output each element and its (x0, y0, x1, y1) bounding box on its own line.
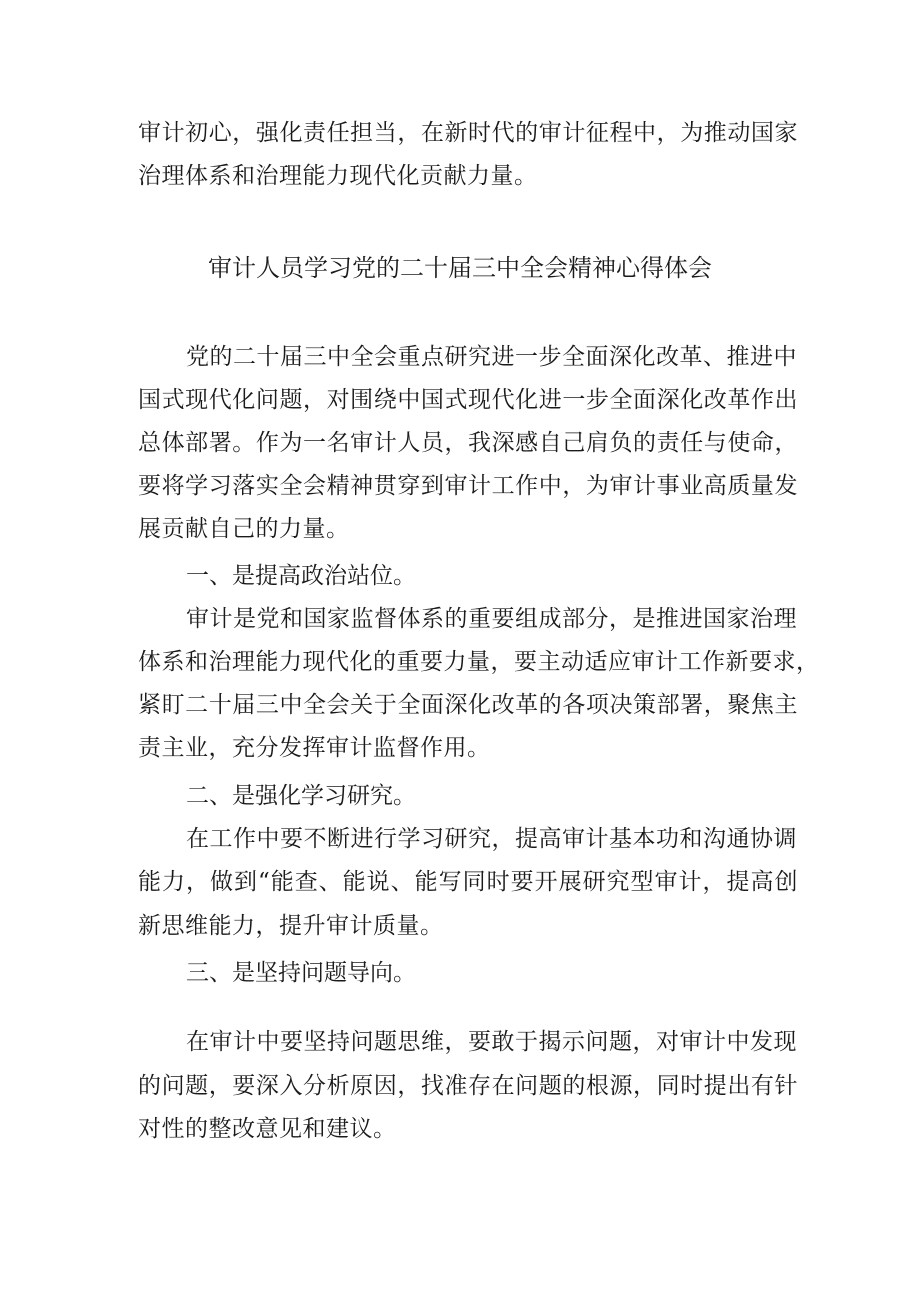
paragraph-line: 在工作中要不断进行学习研究，提高审计基本功和沟通协调 (186, 826, 797, 852)
paragraph-line: 紧盯二十届三中全会关于全面深化改革的各项决策部署，聚焦主 (138, 692, 798, 718)
paragraph-line: 新思维能力，提升审计质量。 (138, 913, 444, 939)
section-heading: 一、是提高政治站位。 (186, 563, 416, 589)
paragraph-line: 对性的整改意见和建议。 (138, 1116, 397, 1142)
paragraph-line: 审计是党和国家监督体系的重要组成部分，是推进国家治理 (186, 606, 797, 632)
paragraph-line: 能力，做到“能查、能说、能写同时要开展研究型审计，提高创 (138, 869, 798, 895)
paragraph-line: 在审计中要坚持问题思维，要敢于揭示问题，对审计中发现 (186, 1029, 797, 1055)
document-title: 审计人员学习党的二十届三中全会精神心得体会 (208, 254, 712, 282)
section-heading: 二、是强化学习研究。 (186, 783, 416, 809)
paragraph-line: 总体部署。作为一名审计人员，我深感自己肩负的责任与使命， (138, 430, 798, 456)
paragraph-line: 体系和治理能力现代化的重要力量，要主动适应审计工作新要求， (138, 649, 820, 675)
paragraph-line: 国式现代化问题，对围绕中国式现代化进一步全面深化改革作出 (138, 387, 798, 413)
paragraph-line: 展贡献自己的力量。 (138, 516, 350, 542)
paragraph-line: 的问题，要深入分析原因，找准存在问题的根源，同时提出有针 (138, 1073, 798, 1099)
paragraph-line: 党的二十届三中全会重点研究进一步全面深化改革、推进中 (186, 344, 797, 370)
paragraph-line: 审计初心，强化责任担当，在新时代的审计征程中，为推动国家 (138, 120, 798, 146)
paragraph-line: 治理体系和治理能力现代化贡献力量。 (138, 163, 538, 189)
paragraph-line: 责主业，充分发挥审计监督作用。 (138, 735, 491, 761)
paragraph-line: 要将学习落实全会精神贯穿到审计工作中，为审计事业高质量发 (138, 473, 798, 499)
section-heading: 三、是坚持问题导向。 (186, 960, 416, 986)
